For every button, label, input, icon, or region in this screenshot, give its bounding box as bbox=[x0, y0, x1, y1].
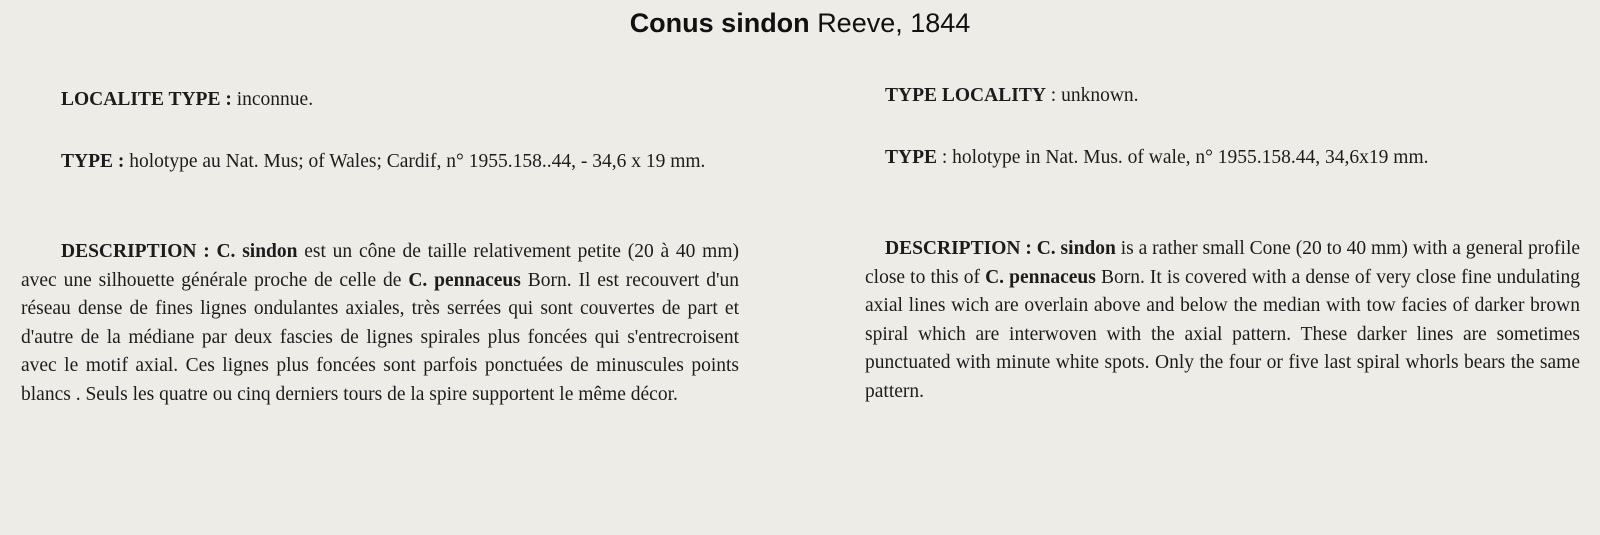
english-type-label: TYPE bbox=[885, 147, 938, 168]
english-locality-label: TYPE LOCALITY bbox=[885, 85, 1046, 106]
french-description-compare: C. pennaceus bbox=[408, 269, 521, 291]
english-description-species: C. sindon bbox=[1036, 238, 1116, 259]
page-title bbox=[0, 8, 1600, 39]
french-description-species: C. sindon bbox=[216, 241, 298, 262]
french-description bbox=[21, 238, 739, 409]
english-description-compare: C. pennaceus bbox=[985, 266, 1096, 288]
french-description-part2: Born. Il est recouvert d'un réseau dense de fines lignes ondulantes axiales, très serrées qui sont couvertes de part et d'autre de la médiane par deux fascies de lignes spirales plus foncées qui s'entrecroisent avec le motif axial. Ces lignes plus foncées sont parfois ponctuées de minuscules points blancs . Seuls les quatre ou cinq derniers tours de la spire supportent le même décor. bbox=[21, 269, 740, 405]
french-locality bbox=[21, 86, 739, 115]
french-type-value: holotype au Nat. Mus; of Wales; Cardif, n° 1955.158..44, - 34,6 x 19 mm. bbox=[129, 151, 706, 172]
french-type-label: TYPE : bbox=[61, 151, 125, 172]
english-description-part2: Born. It is covered with a dense of very close fine undulating axial lines wich are overlain above and below the median with tow facies of darker brown spiral which are interwoven with the axial pattern. These darker lines are sometimes punctuated with minute white spots. Only the four or five last spiral whorls bears the same pattern. bbox=[865, 266, 1580, 402]
french-locality-value: inconnue. bbox=[236, 89, 314, 110]
species-author: Reeve, 1844 bbox=[817, 8, 971, 38]
english-description-part1: is a rather small Cone (20 to 40 mm) with a general profile close to this of bbox=[865, 238, 1581, 288]
english-locality bbox=[865, 82, 1580, 111]
french-description-part1: est un cône de taille relativement petite (20 à 40 mm) avec une silhouette générale proche de celle de bbox=[21, 241, 739, 291]
english-description bbox=[865, 235, 1580, 406]
species-name: Conus sindon bbox=[629, 8, 810, 38]
french-description-label: DESCRIPTION : bbox=[61, 241, 210, 262]
french-locality-label: LOCALITE TYPE : bbox=[61, 89, 232, 110]
english-type bbox=[865, 144, 1580, 173]
english-locality-value: : unknown. bbox=[1050, 85, 1139, 106]
french-type bbox=[21, 148, 739, 177]
english-description-label: DESCRIPTION : bbox=[885, 238, 1032, 259]
english-type-value: : holotype in Nat. Mus. of wale, n° 1955.158.44, 34,6x19 mm. bbox=[941, 147, 1429, 168]
